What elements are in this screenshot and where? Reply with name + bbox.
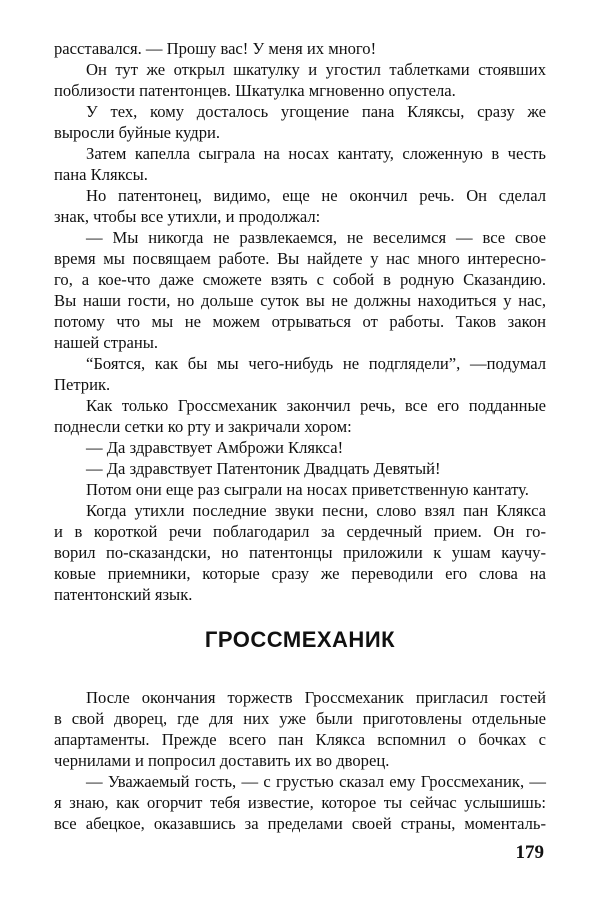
text-line: чернилами и попросил доставить их во дворец. <box>54 751 390 770</box>
text-line: — Мы никогда не развлекаемся, не веселимся — все свое <box>86 228 546 247</box>
text-line: время мы посвящаем работе. Вы найдете у нас много интересно- <box>54 249 546 268</box>
text-line: Когда утихли последние звуки песни, слово взял пан Клякса <box>86 501 546 520</box>
text-line: выросли буйные кудри. <box>54 123 221 142</box>
text-line: в свой дворец, где для них уже были приготовлены отдельные <box>54 709 546 728</box>
text-line: Вы наши гости, но дольше суток вы не должны находиться у нас, <box>54 291 546 310</box>
text-line: поблизости патентонцев. Шкатулка мгновенно опустела. <box>54 81 456 100</box>
text-line: Он тут же открыл шкатулку и угостил таблетками стоявших <box>86 60 546 79</box>
body-text-top <box>54 38 546 605</box>
text-line: Затем капелла сыграла на носах кантату, сложенную в честь <box>86 144 546 163</box>
text-line: знак, чтобы все утихли, и продолжал: <box>54 207 321 226</box>
text-line: го, а кое-что даже сможете взять с собой в родную Сказандию. <box>54 270 546 289</box>
text-line: апартаменты. Прежде всего пан Клякса вспомнил о бочках с <box>54 730 546 749</box>
text-line: После окончания торжеств Гроссмеханик пригласил гостей <box>86 688 546 707</box>
text-line: потому что мы не можем отрываться от работы. Таков закон <box>54 312 546 331</box>
text-line: расставался. — Прошу вас! У меня их много! <box>54 39 377 58</box>
text-line: — Да здравствует Амброжи Клякса! <box>86 438 344 457</box>
text-line: Потом они еще раз сыграли на носах приветственную кантату. <box>86 480 529 499</box>
text-line: — Да здравствует Патентоник Двадцать Девятый! <box>86 459 441 478</box>
chapter-title: ГРОССМЕХАНИК <box>204 627 396 652</box>
text-line: все абецкое, оказавшись за пределами своей страны, моменталь- <box>54 814 546 833</box>
text-line: Но патентонец, видимо, еще не окончил речь. Он сделал <box>86 186 546 205</box>
text-line: пана Кляксы. <box>54 165 148 184</box>
body-text-bottom <box>54 687 546 834</box>
text-line: я знаю, как огорчит тебя известие, которое ты сейчас услышишь: <box>54 793 546 812</box>
text-line: “Боятся, как бы мы чего-нибудь не подглядели”, —подумал <box>86 354 546 373</box>
text-line: и в короткой речи поблагодарил за сердечный прием. Он го- <box>54 522 546 541</box>
page-number: 179 <box>515 842 544 863</box>
text-line: ворил по-сказандски, но патентонцы приложили к ушам каучу- <box>54 543 546 562</box>
text-line: поднесли сетки ко рту и закричали хором: <box>54 417 352 436</box>
text-line: Петрик. <box>54 375 111 394</box>
text-line: ковые приемники, которые сразу же переводили его слова на <box>54 564 546 583</box>
text-line: Как только Гроссмеханик закончил речь, все его подданные <box>86 396 546 415</box>
text-line: патентонский язык. <box>54 585 193 604</box>
text-line: — Уважаемый гость, — с грустью сказал ему Гроссмеханик, — <box>86 772 546 791</box>
text-line: нашей страны. <box>54 333 159 352</box>
text-line: У тех, кому досталось угощение пана Кляксы, сразу же <box>86 102 546 121</box>
